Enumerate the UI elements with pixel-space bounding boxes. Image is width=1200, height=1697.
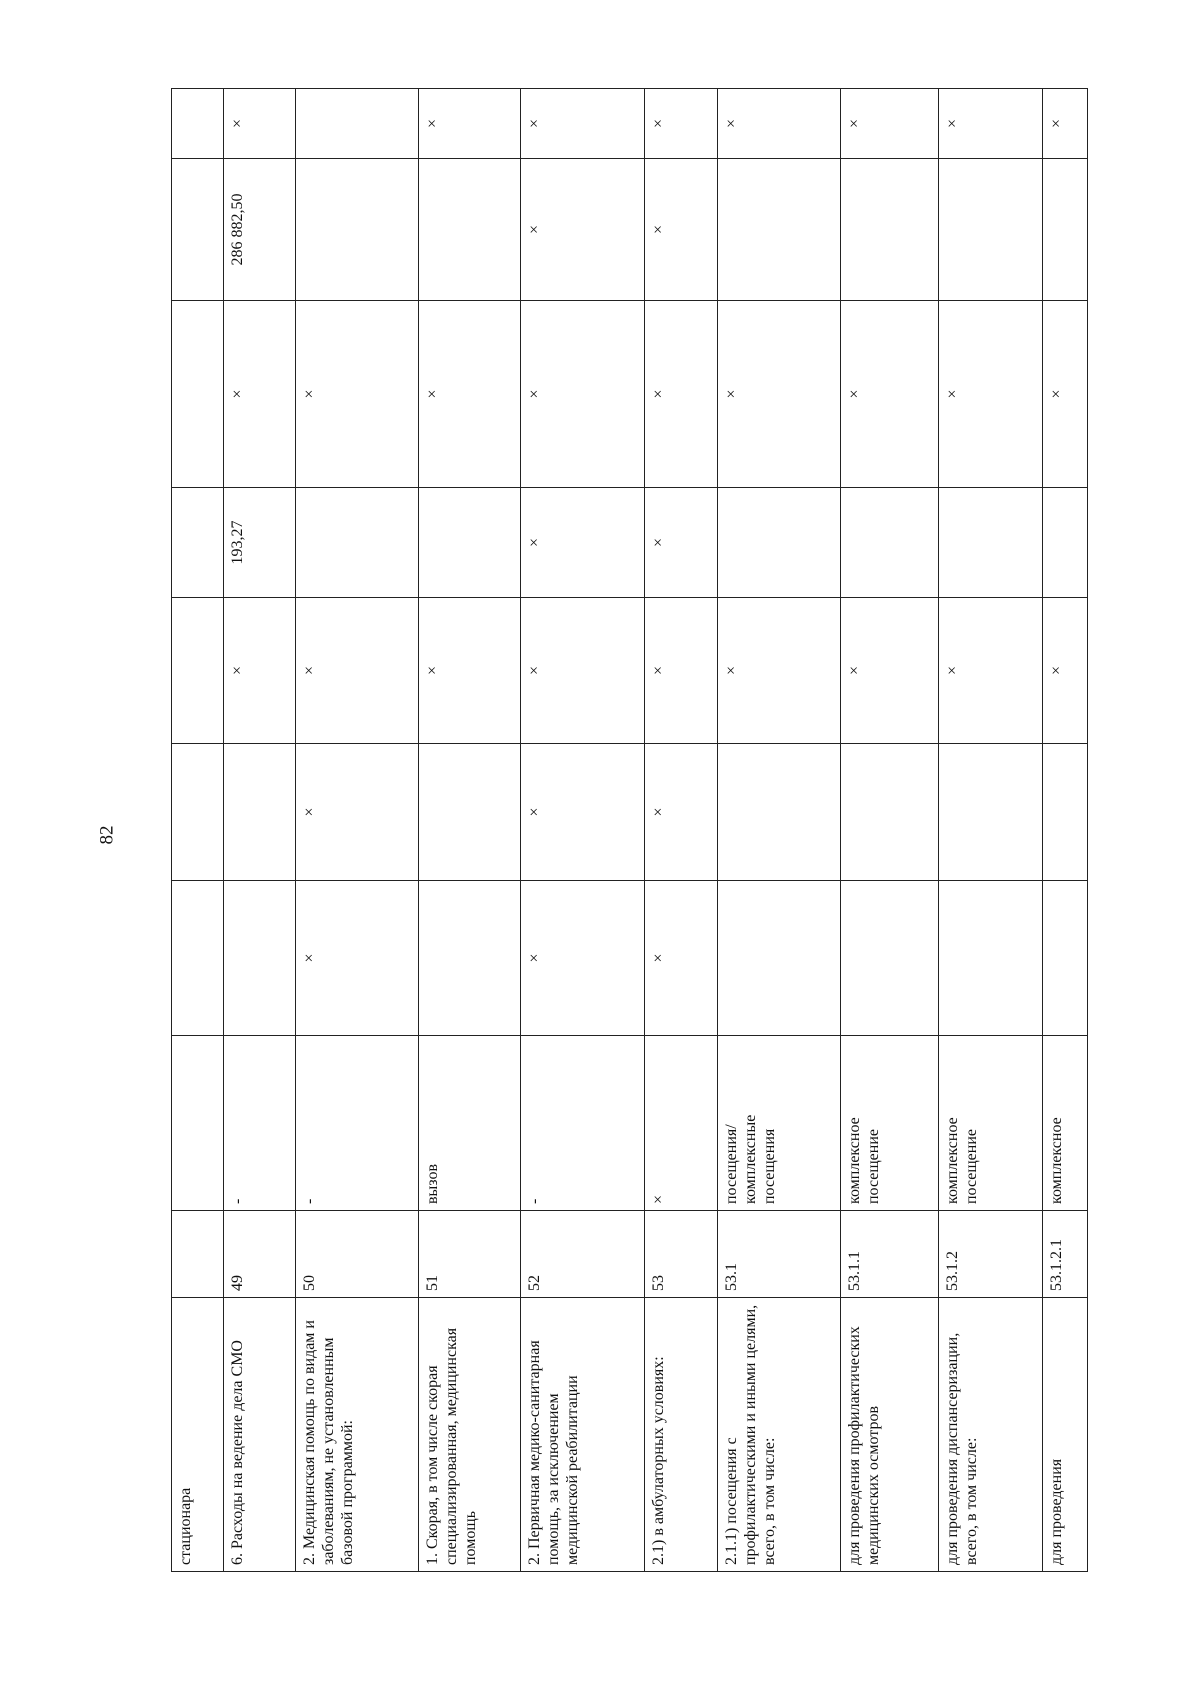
unit-cell [172, 1036, 224, 1211]
table-row [224, 89, 296, 1572]
value-cell [718, 488, 841, 598]
value-cell [419, 159, 521, 301]
value-cell [1043, 744, 1088, 881]
table-row [1043, 89, 1088, 1572]
value-cell [1043, 488, 1088, 598]
unit-cell: комплексное [1043, 1036, 1088, 1211]
row-name-cell: 2. Первичная медико-санитарная помощь, за исключением медицинской реабилитации [521, 1298, 645, 1572]
unit-cell: посещения/комплексные посещения [718, 1036, 841, 1211]
value-cell [296, 488, 419, 598]
row-code-cell: 52 [521, 1211, 645, 1298]
value-cell: × [645, 881, 718, 1036]
table-row [419, 89, 521, 1572]
value-cell: × [419, 89, 521, 159]
table-row [645, 89, 718, 1572]
row-code-cell: 53.1.1 [841, 1211, 939, 1298]
value-cell: × [521, 89, 645, 159]
value-cell [172, 159, 224, 301]
value-cell: × [224, 301, 296, 488]
value-cell: × [1043, 598, 1088, 744]
unit-cell: × [645, 1036, 718, 1211]
value-cell [419, 744, 521, 881]
row-name-cell: для проведения профилактических медицинских осмотров [841, 1298, 939, 1572]
value-cell [172, 488, 224, 598]
value-cell: × [521, 488, 645, 598]
value-cell [841, 159, 939, 301]
table-row [939, 89, 1043, 1572]
value-cell [172, 744, 224, 881]
table-row [172, 89, 224, 1572]
value-cell: × [419, 301, 521, 488]
value-cell [718, 159, 841, 301]
value-cell [172, 301, 224, 488]
value-cell [841, 881, 939, 1036]
value-cell: × [521, 159, 645, 301]
value-cell: × [939, 598, 1043, 744]
value-cell: × [939, 89, 1043, 159]
row-name-cell: стационара [172, 1298, 224, 1572]
value-cell: × [224, 89, 296, 159]
value-cell: × [419, 598, 521, 744]
row-code-cell: 51 [419, 1211, 521, 1298]
unit-cell: - [521, 1036, 645, 1211]
value-cell: × [718, 89, 841, 159]
row-name-cell: для проведения [1043, 1298, 1088, 1572]
value-cell [419, 488, 521, 598]
value-cell: × [296, 301, 419, 488]
value-cell: × [718, 598, 841, 744]
page-number: 82 [96, 825, 118, 845]
unit-cell: комплексное посещение [841, 1036, 939, 1211]
value-cell [939, 159, 1043, 301]
value-cell: × [939, 301, 1043, 488]
value-cell: × [645, 159, 718, 301]
row-name-cell: 1. Скорая, в том числе скорая специализированная, медицинская помощь [419, 1298, 521, 1572]
value-cell: × [1043, 301, 1088, 488]
value-cell [1043, 159, 1088, 301]
value-cell [172, 598, 224, 744]
table-row [296, 89, 419, 1572]
value-cell [841, 744, 939, 881]
value-cell [718, 744, 841, 881]
value-cell: 286 882,50 [224, 159, 296, 301]
value-cell: × [841, 89, 939, 159]
row-code-cell: 53.1.2 [939, 1211, 1043, 1298]
table-row [521, 89, 645, 1572]
rotated-table-wrapper [171, 89, 1087, 1572]
row-name-cell: для проведения диспансеризации, всего, в том числе: [939, 1298, 1043, 1572]
value-cell [296, 159, 419, 301]
row-code-cell: 49 [224, 1211, 296, 1298]
value-cell: × [645, 89, 718, 159]
row-code-cell [172, 1211, 224, 1298]
unit-cell: - [296, 1036, 419, 1211]
row-name-cell: 6. Расходы на ведение дела СМО [224, 1298, 296, 1572]
row-code-cell: 53 [645, 1211, 718, 1298]
value-cell [296, 89, 419, 159]
row-code-cell: 53.1.2.1 [1043, 1211, 1088, 1298]
table-row [841, 89, 939, 1572]
row-name-cell: 2.1) в амбулаторных условиях: [645, 1298, 718, 1572]
value-cell: 193,27 [224, 488, 296, 598]
value-cell: × [645, 598, 718, 744]
unit-cell: вызов [419, 1036, 521, 1211]
value-cell [939, 881, 1043, 1036]
value-cell [841, 488, 939, 598]
value-cell [224, 881, 296, 1036]
value-cell [718, 881, 841, 1036]
value-cell: × [1043, 89, 1088, 159]
unit-cell: - [224, 1036, 296, 1211]
value-cell: × [521, 598, 645, 744]
value-cell: × [521, 881, 645, 1036]
unit-cell: комплексное посещение [939, 1036, 1043, 1211]
value-cell [172, 89, 224, 159]
row-name-cell: 2.1.1) посещения с профилактическими и иными целями, всего, в том числе: [718, 1298, 841, 1572]
value-cell: × [645, 744, 718, 881]
value-cell [224, 744, 296, 881]
value-cell: × [296, 881, 419, 1036]
value-cell [172, 881, 224, 1036]
value-cell: × [645, 488, 718, 598]
row-code-cell: 50 [296, 1211, 419, 1298]
row-name-cell: 2. Медицинская помощь по видам и заболеваниям, не установленным базовой программой: [296, 1298, 419, 1572]
value-cell: × [718, 301, 841, 488]
value-cell: × [224, 598, 296, 744]
value-cell [939, 488, 1043, 598]
value-cell: × [841, 301, 939, 488]
data-table [171, 88, 1088, 1572]
value-cell: × [841, 598, 939, 744]
value-cell: × [521, 301, 645, 488]
value-cell: × [296, 598, 419, 744]
value-cell [939, 744, 1043, 881]
table-row [718, 89, 841, 1572]
value-cell: × [296, 744, 419, 881]
value-cell: × [645, 301, 718, 488]
value-cell [1043, 881, 1088, 1036]
row-code-cell: 53.1 [718, 1211, 841, 1298]
value-cell [419, 881, 521, 1036]
value-cell: × [521, 744, 645, 881]
